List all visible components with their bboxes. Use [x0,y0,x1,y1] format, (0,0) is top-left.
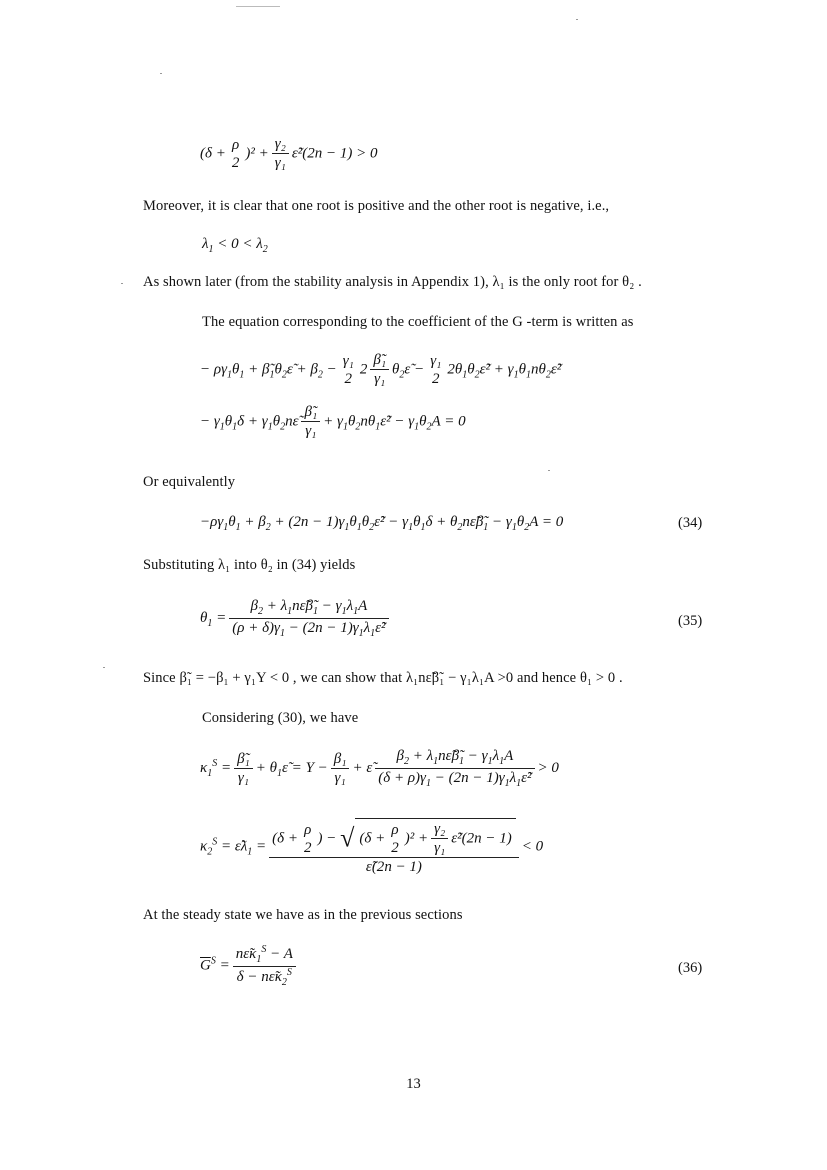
equation-kappa1: $\kappa_1^S$ = $\frac{\text{β̃₁}}{\text{γ₁}}$ + $\theta_1\varepsiloñ = Y$ − $\frac{\text{β₁}}{\text{γ₁}}$ + ε̃ $\frac{\beta_2 + \lambda_1n\varepsiloñ\betã_1 - \gamma_1\lambda_1A}{(\delta + \rho)\gamma_1 - (2n - 1)\gamma_1\lambda_1\varepsiloñ^2}$ > 0 [200,748,559,789]
equation-number-36: (36) [678,960,703,976]
scan-speck [121,283,123,284]
equation-g-term-line1: − $\rho\gamma_1\theta_1$ + $\betã_1\theta_2\varepsiloñ + \beta_2$ − γ₁ 2 2 $\frac{\text{β̃₁}}{\text{γ₁}}$ $\theta_2\varepsiloñ$ − γ₁ 2 $2\theta_1\theta_2\varepsiloñ^2$ + $\gamma_1\theta_1n\theta_2\varepsiloñ^2$ [200,352,562,388]
paragraph-since: Since β̃₁ = −β₁ + γ₁Y < 0 , we can show that λ₁nε̃β̃₁ − γ₁λ₁A >0 and hence θ₁ > 0 . [143,670,623,686]
scan-speck [103,667,105,668]
paragraph-substituting: Substituting λ₁ into θ₂ in (34) yields [143,557,356,573]
paragraph-g-term: The equation corresponding to the coefficient of the G -term is written as [202,314,634,330]
equation-36: $\overline{G}^S$ = $\frac{n\varepsiloñ\kappa_1^S - A}{\delta - n\varepsiloñ\kappa_2^S}$ [200,944,299,989]
page-number: 13 [406,1076,421,1092]
equation-kappa2: $\kappa_2^S$ = $\varepsiloñ\lambda_1$ = (δ + ρ 2 ) − √ (δ + ρ 2 )² + $\frac{\text{γ₂}}{\text{γ₁}}$ ε̃²(2n − 1) ε̃(2n − 1) < 0 [200,818,543,876]
equation-35: $\theta_1$ = $\frac{\beta_2 + \lambda_1n\varepsiloñ\betã_1 - \gamma_1\lambda_1A}{(\rho + \delta)\gamma_1 - (2n - 1)\gamma_1\lambda_1\varepsiloñ^2}$ [200,598,392,640]
paragraph-steady-state: At the steady state we have as in the previous sections [143,907,463,923]
equation-34: $-\rho\gamma_1\theta_1 + \beta_2 + (2n$ − $1)\gamma_1\theta_1\theta_2\varepsiloñ^2 - \gamma_1\theta_1\delta$ + $\theta_2n\varepsiloñ\betã_1 - \gamma_1\theta_2A = 0$ [200,514,564,533]
scan-speck [160,73,162,74]
paragraph-equivalently: Or equivalently [143,474,236,490]
paragraph-stability: As shown later (from the stability analysis in Appendix 1), λ₁ is the only root for θ₂ . [143,274,642,290]
equation-discriminant: (δ + ρ 2 )² + $\frac{\text{γ₂}}{\text{γ₁}}$ ε̃²(2n − 1) > 0 [200,136,378,172]
equation-number-34: (34) [678,515,703,531]
equation-roots: $\lambda_1 < 0 < \lambda_2$ [202,236,268,255]
scan-speck [548,470,550,471]
paragraph-considering: Considering (30), we have [202,710,359,726]
scan-speck [236,6,280,7]
scan-speck [576,19,578,20]
paragraph-roots: Moreover, it is clear that one root is positive and the other root is negative, i.e., [143,198,610,214]
equation-number-35: (35) [678,613,703,629]
equation-g-term-line2: − $\gamma_1\theta_1\delta$ + $\gamma_1\theta_2n\varepsiloñ$ $\frac{\text{β̃₁}}{\text{γ₁}}$ + $\gamma_1\theta_2n\theta_1\varepsiloñ^2 - \gamma_1\theta_2A = 0$ [200,404,466,440]
